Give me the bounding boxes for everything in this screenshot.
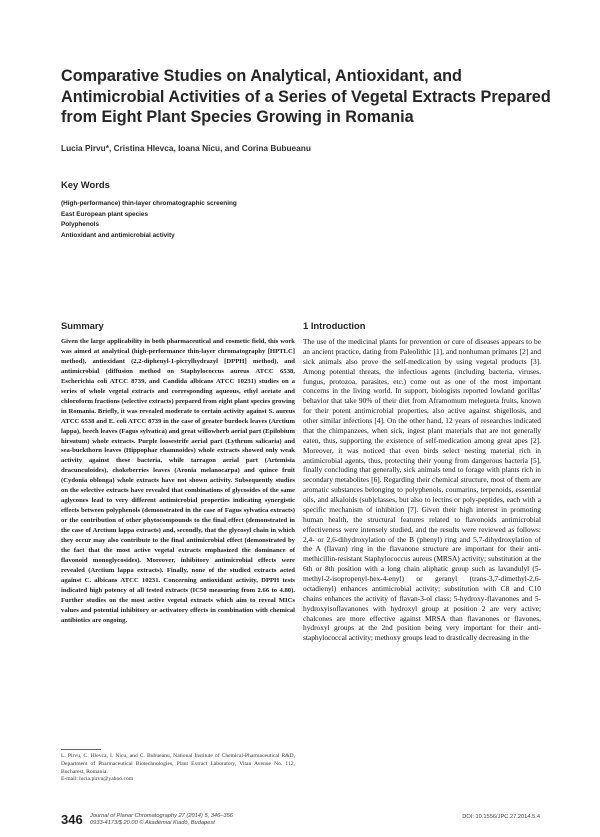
article-title: Comparative Studies on Analytical, Antioxidant, and Antimicrobial Activities of a Series of Vegetal Extracts Prepared from Eight Plant Species Growing in Romania: [61, 67, 551, 126]
keywords-list: [61, 199, 237, 241]
affiliation-text: L. Pirvu, C. Hlevca, I. Nicu, and C. Bubueanu, National Institute of Chemical-Pharmaceutical R&D, Department of Pharmaceutical Biotechnologies, Plant Extract Laboratory, Vitan Avenue No. 112, Bucharest, Romania.: [61, 753, 295, 775]
summary-heading: Summary: [61, 320, 104, 331]
introduction-heading: 1 Introduction: [303, 320, 366, 331]
contact-email[interactable]: E-mail: lucia.pirvu@yahoo.com: [61, 776, 134, 783]
keywords-heading: Key Words: [61, 179, 110, 190]
keyword-item: Antioxidant and antimicrobial activity: [61, 231, 175, 239]
doi-link[interactable]: DOI: 10.1556/JPC.27.2014.5.4: [462, 814, 540, 820]
keyword-item: (High-performance) thin-layer chromatographic screening: [61, 200, 237, 207]
journal-line: Journal of Planar Chromatography 27 (2014) 5, 346–356: [90, 813, 233, 819]
introduction-text: The use of the medicinal plants for prevention or cure of diseases appears to be an ancient practice, dating from Paleolithic [1], and nonhuman primates [2] and sick animals also prove the self-medication by using vegetal products [3]. Among potential threats, the infectious agents (including bacteria, viruses, fungus, protozoa, parasites, etc.) come out as one of the most important concerns in the living world. In support, biologists reported lowland gorillas' behavior that take 90% of their diet from Aframomum melegueta fruits, known for their potent antimicrobial properties, also active against shigellosis, and other similar infections [4]. On the other hand, 12 years of researches indicated that the chimpanzees, when sick, ingest plant materials that are not generally eaten, thus, supporting the existence of self-medication among great apes [2]. Moreover, it was noticed that even birds select nesting material rich in antimicrobial agents, thus, protecting their young from dangerous bacteria [5], finally concluding that generally, sick animals tend to forage with plants rich in secondary metabolites [6]. Regarding their chemical structure, most of them are aromatic substances belonging to polyphenols, coumarins, terpenoids, essential oils, and alkaloids (sub)classes, but also to lectins or poly-peptides, each with a specific mechanism of inhibition [7]. Given their high interest in promoting human health, the structural features related to flavonoids antimicrobial effectiveness were intensely studied, and the results were reviewed as follows: 2,4- or 2,6-dihydroxylation of the B (phenyl) ring and 5,7-dihydroxylation of the A (flavan) ring in the flavanone structure are important for their anti-methicillin-resistant Staphylococcus aureus (MRSA) activity; substitution at the 6th or 8th position with a long chain aliphatic group such as lavandulyl (5-methyl-2-isopropenyl-hex-4-enyl) or geranyl (trans-3,7-dimethyl-2,6-octadienyl) enhances antimicrobial activity; substitution with C8 and C10 chains enhances the activity of flavan-3-ol class; 5-hydroxy-flavanones and 5-hydroxyisoflavanones with hydroxyl group at position 2 are very active; chalcones are more effective against MRSA than flavanones or flavones, hydroxyl groups at the 2nd position being very important for their anti-staphylococcal activity; methoxy groups lead to drastically decreasing in the: [303, 337, 541, 643]
journal-citation: [90, 813, 233, 828]
page-number: 346: [61, 812, 83, 827]
affiliation-footnote: [61, 753, 295, 784]
author-list: Lucia Pirvu*, Cristina Hlevca, Ioana Nicu, and Corina Bubueanu: [61, 143, 311, 153]
footnote-divider: [61, 749, 101, 750]
keyword-item: East European plant species: [61, 210, 149, 218]
summary-text: Given the large applicability in both pharmaceutical and cosmetic field, this work was aimed at analytical (high-performance thin-layer chromatography [HPTLC] method), antioxidant (2,2-diphenyl-1-picrylhydrazyl [DPPH] method), and antimicrobial (diffusion method on Staphylococcus aureus ATCC 6538, Escherichia coli ATCC 8739, and Candida albicans ATCC 10231) studies on a series of whole vegetal extracts and corresponding aqueous, ethyl acetate and chloroform fractions (selective extracts) prepared from eight plant species growing in Romania. Briefly, it was revealed moderate to certain activity against S. aureus ATCC 6538 and E. coli ATCC 8739 in the case of greater burdock leaves (Arctium lappa), beech leaves (Fagus sylvatica) and great willowherb aerial part (Epilobium hirsutum) whole extracts. Purple loosestrife aerial part (Lythrum salicaria) and sea-buckthorn leaves (Hippophae rhamnoides) whole extracts showed only weak activity against these bacteria, while tarragon aerial part (Artemisia dracunculoides), chokeberries leaves (Aronia melanocarpa) and quince fruit (Cydonia oblonga) whole extracts have not shown activity. Subsequently studies on the selective extracts have revealed that combinations of glycosides of the same aglycones lead to very different antimicrobial properties indicating synergistic effects between polyphenols (demonstrated in the case of Fagus sylvatica extracts) or the contribution of other phytocompounds to the final effect (demonstrated in the case of Arctium lappa extracts) and, secondly, that the glycosyl chain in which they occur may also contribute to the final antimicrobial effect (demonstrated by the fact that the most active vegetal extracts emphasized the dominance of flavonoid monoglycosides). Moreover, inhibitory antimicrobial effects were revealed (Arctium lappa extracts). Finally, none of the studied extracts acted against C. albicans ATCC 10231. Concerning antioxidant activity, DPPH tests indicated high potency of all tested extracts (IC50 measuring from 2.66 to 4.80). Further studies on the most active vegetal extracts which aim to reveal MICs values and potential inhibitory or activatory effects in combination with chemical antibiotics are ongoing.: [61, 338, 295, 624]
keyword-item: Polyphenols: [61, 221, 99, 229]
issn-line: 0933-4173/$ 20.00 © Akadémiai Kiadó, Budapest: [90, 820, 215, 827]
